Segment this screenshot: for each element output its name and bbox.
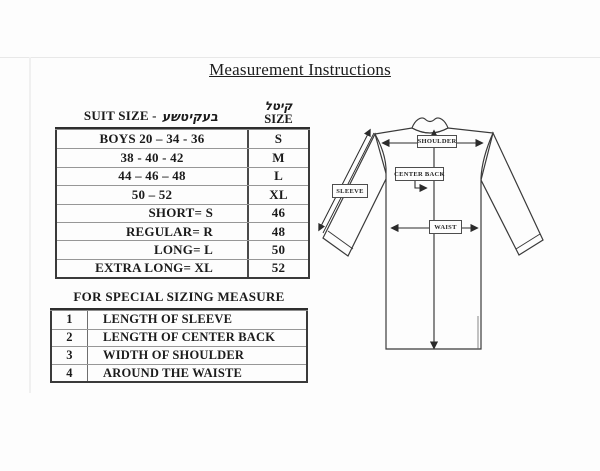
table-row <box>57 259 308 277</box>
measure-label-cell: LENGTH OF CENTER BACK <box>103 330 276 345</box>
suit-size-grid <box>55 130 310 279</box>
sleeve-label: SLEEVE <box>332 184 368 198</box>
step-number-cell: 3 <box>52 347 88 364</box>
table-row <box>57 148 308 166</box>
center-back-label: CENTER BACK <box>395 167 444 181</box>
scan-edge-horizontal <box>0 57 600 58</box>
kittel-header-hebrew: קיטל <box>264 99 293 114</box>
suit-length-cell: LONG= L <box>57 241 249 258</box>
special-sizing-title: FOR SPECIAL SIZING MEASURE <box>73 289 285 304</box>
scan-edge-vertical <box>29 57 31 393</box>
table-row <box>52 346 306 364</box>
kittel-header-en: SIZE <box>264 111 293 126</box>
step-number-cell: 2 <box>52 330 88 347</box>
special-sizing-section <box>50 289 308 383</box>
table-row <box>57 185 308 203</box>
size-cell: 52 <box>271 260 286 276</box>
suit-length-cell: REGULAR= R <box>57 223 249 240</box>
suit-size-header-en: SUIT SIZE - <box>83 108 157 123</box>
size-cell: L <box>274 168 283 184</box>
suit-range-cell: 44 – 46 – 48 <box>57 168 249 185</box>
suit-range-cell: BOYS 20 – 34 - 36 <box>57 130 249 148</box>
shoulder-label: SHOULDER <box>417 135 457 148</box>
step-number-cell: 4 <box>52 365 88 382</box>
collar <box>412 118 448 128</box>
measure-label-cell: LENGTH OF SLEEVE <box>103 312 233 327</box>
table-row <box>52 311 306 329</box>
table-row <box>57 222 308 240</box>
table-row <box>57 204 308 222</box>
size-cell: 46 <box>271 205 286 221</box>
waist-label: WAIST <box>429 220 462 234</box>
table-row <box>52 364 306 382</box>
suit-length-cell: EXTRA LONG= XL <box>57 260 249 277</box>
kittel-size-header-cell <box>247 94 310 127</box>
measure-label-cell: AROUND THE WAISTE <box>103 365 243 380</box>
suit-length-cell: SHORT= S <box>57 205 249 222</box>
size-cell: 48 <box>271 223 286 239</box>
suit-range-cell: 38 - 40 - 42 <box>57 149 249 166</box>
measure-label-cell: WIDTH OF SHOULDER <box>103 347 245 362</box>
size-cell: 50 <box>271 242 286 258</box>
size-cell: XL <box>269 186 288 202</box>
step-number-cell: 1 <box>52 311 88 329</box>
table-row <box>57 167 308 185</box>
table-row <box>57 130 308 148</box>
garment-diagram <box>310 110 550 360</box>
suit-size-table-header <box>55 94 310 127</box>
page-title: Measurement Instructions <box>209 60 391 79</box>
table-row <box>52 329 306 347</box>
suit-size-header-hebrew: בעקיטשע <box>161 109 219 124</box>
special-sizing-grid <box>50 311 308 383</box>
suit-size-table <box>55 94 310 279</box>
suit-range-cell: 50 – 52 <box>57 186 249 203</box>
size-cell: S <box>274 131 283 147</box>
table-row <box>57 240 308 258</box>
size-cell: M <box>272 150 285 166</box>
suit-size-header-cell <box>55 94 247 127</box>
right-sleeve <box>481 133 543 255</box>
